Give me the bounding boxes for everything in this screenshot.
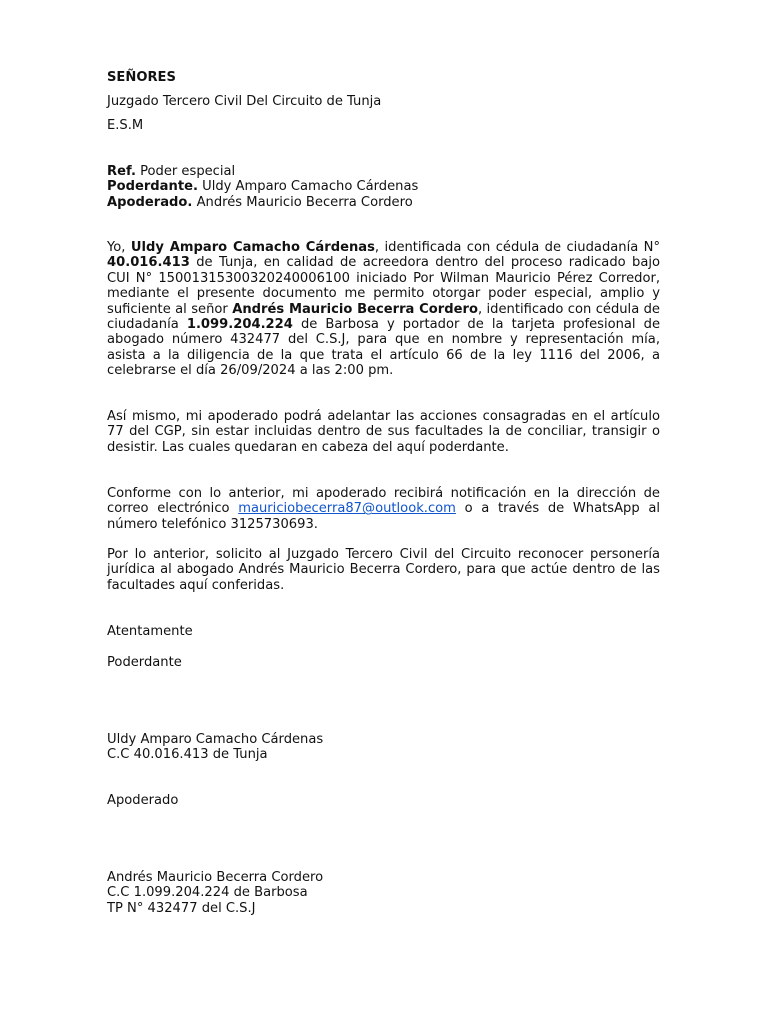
email-link[interactable]: mauriciobecerra87@outlook.com xyxy=(238,501,456,517)
ref-line: Ref. Poder especial xyxy=(107,164,236,179)
attorney-line: Apoderado. Andrés Mauricio Becerra Cordero xyxy=(107,195,413,210)
attorney-id: C.C 1.099.204.224 de Barbosa xyxy=(107,885,308,900)
paragraph-1: Yo, Uldy Amparo Camacho Cárdenas, identificada con cédula de ciudadanía N° 40.016.413 de Tunja, en calidad de acreedora dentro del proceso radicado bajo CUI N° 150013153003202400061​00 iniciado Por Wilman Mauricio Pérez Corredor, mediante el presente documento me permito otorgar poder especial, amplio y suficiente al señor Andrés Mauricio Becerra Cordero, identificado con cédula de ciudadanía 1.099.204.224 de Barbosa y portador de la tarjeta profesional de abogado número 432477 del C.S.J, para que en nombre y representación mía, asista a la diligencia de la que trata el artículo 66 de la ley 1116 del 2006, a celebrarse el día 26/09/2024 a las 2:00 pm. xyxy=(107,240,660,379)
attorney-role: Apoderado xyxy=(107,793,179,808)
regards: Atentamente xyxy=(107,624,193,639)
paragraph-2: Así mismo, mi apoderado podrá adelantar las acciones consagradas en el artículo 77 del CGP, sin estar incluidas dentro de sus facultades la de conciliar, transigir o desistir. Las cuales quedaran en cabeza del aquí poderdante. xyxy=(107,409,660,455)
grantor-role: Poderdante xyxy=(107,655,182,670)
grantor-id: C.C 40.016.413 de Tunja xyxy=(107,747,268,762)
salutation: SEÑORES xyxy=(107,70,176,85)
attorney-signature-name: Andrés Mauricio Becerra Cordero xyxy=(107,870,324,885)
esm-line: E.S.M xyxy=(107,118,144,133)
grantor-signature-name: Uldy Amparo Camacho Cárdenas xyxy=(107,732,324,747)
paragraph-4: Por lo anterior, solicito al Juzgado Tercero Civil del Circuito reconocer personería jurídica al abogado Andrés Mauricio Becerra Cordero, para que actúe dentro de las facultades aquí conferidas. xyxy=(107,547,660,593)
attorney-professional-card: TP N° 432477 del C.S.J xyxy=(107,901,256,916)
grantor-line: Poderdante. Uldy Amparo Camacho Cárdenas xyxy=(107,179,419,194)
court-name: Juzgado Tercero Civil Del Circuito de Tunja xyxy=(107,94,382,109)
paragraph-3: Conforme con lo anterior, mi apoderado recibirá notificación en la dirección de correo electrónico mauriciobecerra87@outlook.com o a través de WhatsApp al número telefónico 3125730693. xyxy=(107,486,661,532)
